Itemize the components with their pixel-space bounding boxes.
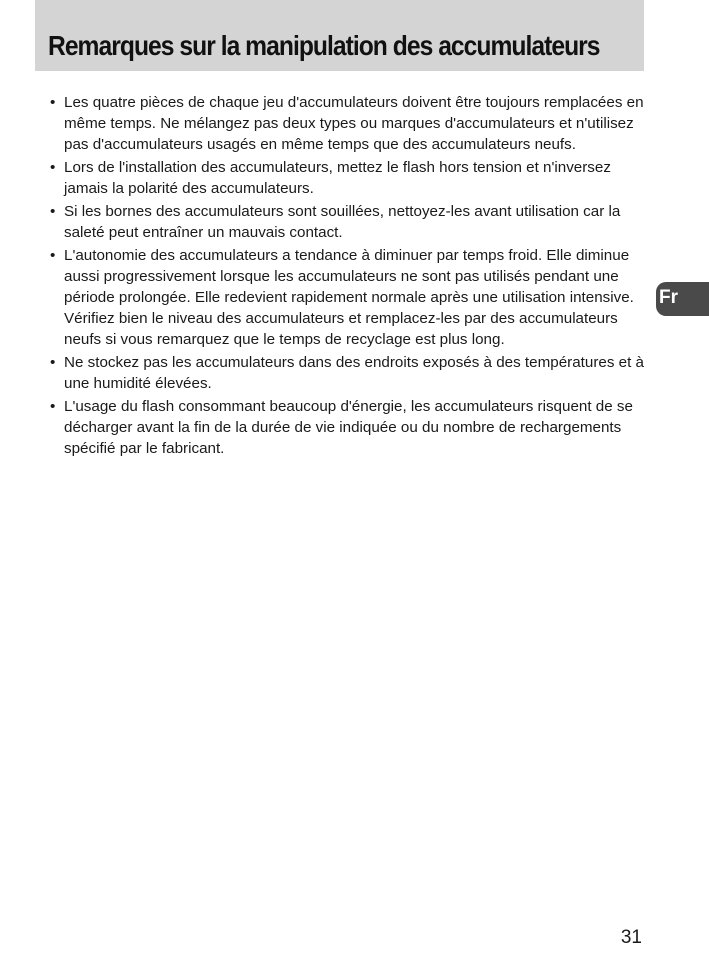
bullet-icon: • xyxy=(50,159,56,176)
list-item xyxy=(48,201,648,243)
note-text: L'autonomie des accumulateurs a tendance à diminuer par temps froid. Elle diminue aussi progressivement lorsque les accumulateurs ne sont pas utilisés pendant une période prolongée. Elle redevient rapidement normale après une utilisation intensive. Vérifiez bien le niveau des accumulateurs et remplacez-les par des accumulateurs neufs si vous remarquez que le temps de recyclage est plus long. xyxy=(64,247,634,348)
note-text: Les quatre pièces de chaque jeu d'accumulateurs doivent être toujours remplacées en même temps. Ne mélangez pas deux types ou marques d'accumulateurs et n'utilisez pas d'accumulateurs usagés en même temps que des accumulateurs neufs. xyxy=(64,94,644,153)
notes-list xyxy=(48,92,648,461)
list-item xyxy=(48,352,648,394)
list-item xyxy=(48,92,648,155)
bullet-icon: • xyxy=(50,247,56,264)
note-text: L'usage du flash consommant beaucoup d'énergie, les accumulateurs risquent de se décharger avant la fin de la durée de vie indiquée ou du nombre de rechargements spécifié par le fabricant. xyxy=(64,398,633,457)
list-item xyxy=(48,245,648,350)
language-tab-label: Fr xyxy=(659,287,678,308)
note-text: Ne stockez pas les accumulateurs dans des endroits exposés à des températures et à une humidité élevées. xyxy=(64,354,644,392)
note-text: Si les bornes des accumulateurs sont souillées, nettoyez-les avant utilisation car la saleté peut entraîner un mauvais contact. xyxy=(64,203,621,241)
note-text: Lors de l'installation des accumulateurs, mettez le flash hors tension et n'inversez jamais la polarité des accumulateurs. xyxy=(64,159,611,197)
language-tab xyxy=(656,282,709,316)
page-title: Remarques sur la manipulation des accumulateurs xyxy=(48,30,600,61)
list-item xyxy=(48,157,648,199)
bullet-icon: • xyxy=(50,94,56,111)
bullet-icon: • xyxy=(50,398,56,415)
section-header xyxy=(35,0,644,71)
page-number: 31 xyxy=(620,927,642,948)
bullet-icon: • xyxy=(50,203,56,220)
list-item xyxy=(48,396,648,459)
bullet-icon: • xyxy=(50,354,56,371)
